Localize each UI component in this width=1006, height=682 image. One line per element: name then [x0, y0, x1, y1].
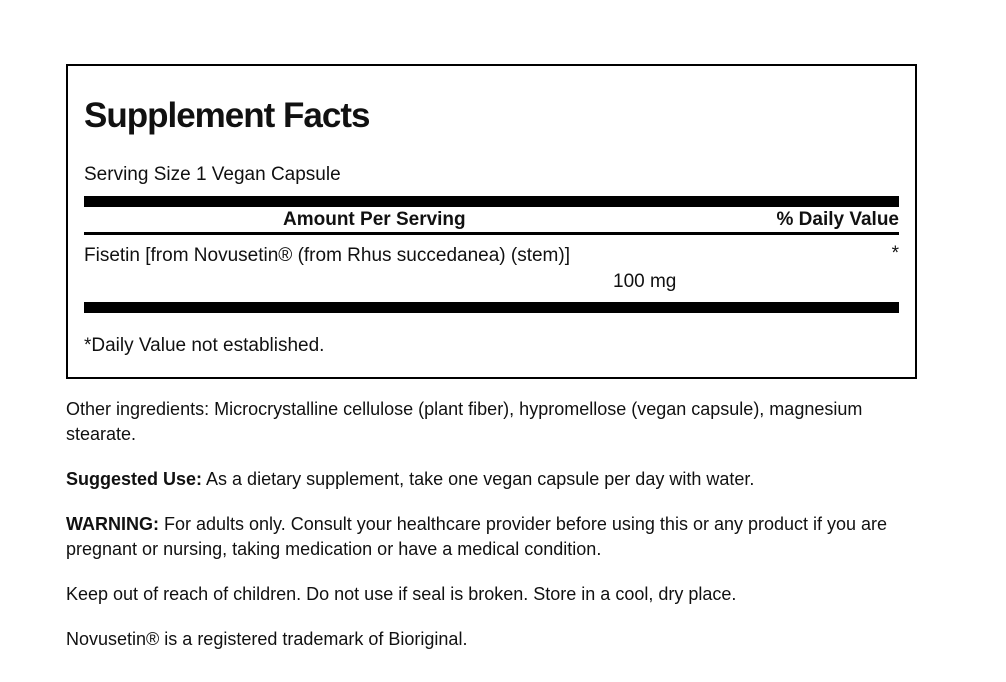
warning-label: WARNING:: [66, 514, 159, 534]
column-header-amount-per-serving: Amount Per Serving: [283, 209, 466, 230]
divider-thick-top: [84, 196, 899, 207]
ingredient-daily-value: *: [891, 243, 899, 264]
other-ingredients-text: Other ingredients: Microcrystalline cellulose (plant fiber), hypromellose (vegan capsule), magnesium stearate.: [66, 399, 863, 444]
column-header-daily-value: % Daily Value: [776, 209, 899, 230]
suggested-use-body: As a dietary supplement, take one vegan capsule per day with water.: [202, 469, 755, 489]
supplement-facts-panel: [66, 64, 917, 379]
ingredient-amount: 100 mg: [613, 271, 677, 292]
warning-body: For adults only. Consult your healthcare provider before using this or any product if you are pregnant or nursing, taking medication or have a medical condition.: [66, 514, 888, 559]
storage-text: Keep out of reach of children. Do not use if seal is broken. Store in a cool, dry place.: [66, 584, 737, 604]
serving-size: Serving Size 1 Vegan Capsule: [84, 164, 341, 185]
divider-thick-bottom: [84, 302, 899, 313]
table-row: [84, 235, 899, 293]
daily-value-footnote: *Daily Value not established.: [84, 335, 325, 356]
table-header-row: [84, 208, 899, 231]
ingredient-name: Fisetin [from Novusetin® (from Rhus succedanea) (stem)]: [84, 245, 570, 266]
suggested-use-text: [66, 467, 916, 492]
label-paragraphs: [66, 397, 916, 672]
panel-title: Supplement Facts: [84, 96, 370, 135]
trademark-text: Novusetin® is a registered trademark of Bioriginal.: [66, 629, 468, 649]
warning-text: [66, 512, 916, 562]
suggested-use-label: Suggested Use:: [66, 469, 203, 489]
